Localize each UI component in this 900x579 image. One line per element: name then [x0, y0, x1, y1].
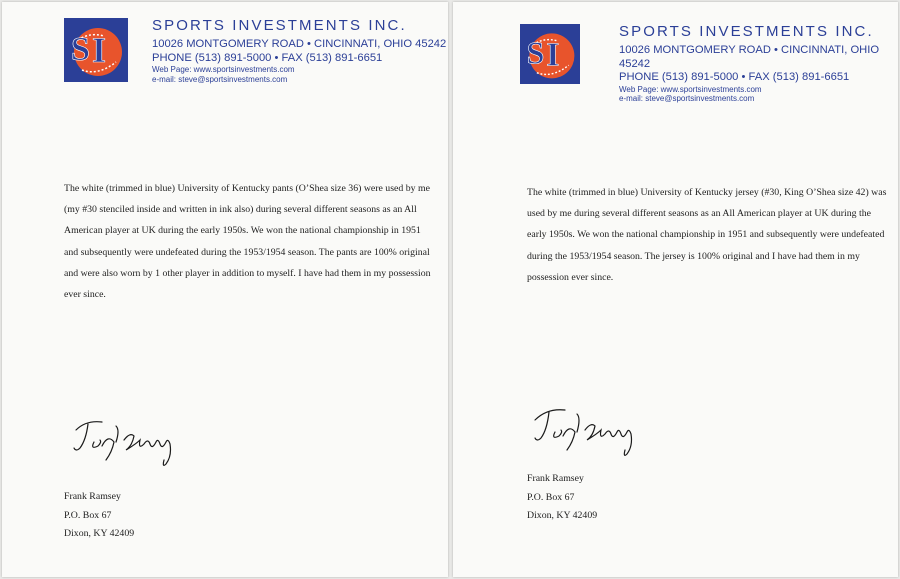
signer-name: Frank Ramsey	[64, 491, 121, 502]
sports-investments-logo-icon	[520, 24, 580, 84]
company-address: 10026 MONTGOMERY ROAD • CINCINNATI, OHIO 45242	[152, 38, 447, 50]
company-web: Web Page: www.sportsinvestments.com	[152, 65, 295, 74]
sports-investments-logo-icon	[64, 18, 128, 82]
letter-left	[2, 2, 448, 577]
signer-address-line2: Dixon, KY 42409	[527, 510, 598, 521]
company-name: SPORTS INVESTMENTS INC.	[619, 23, 874, 40]
letter-body: The white (trimmed in blue) University of Kentucky pants (O’Shea size 36) were used by me (my #30 stenciled inside and written in ink also) during several different seasons as an All American player at UK during the early 1950s. We won the national championship in 1951 and subsequently were undefeated during the 1953/1954 season. The pants are 100% original and were also worn by 1 other player in addition to myself. I have had them in my possession ever since.	[64, 183, 431, 301]
svg-text:I: I	[92, 30, 107, 70]
letter-right	[453, 2, 898, 577]
signer-name: Frank Ramsey	[527, 473, 584, 484]
company-address: 10026 MONTGOMERY ROAD • CINCINNATI, OHIO 45242	[619, 44, 880, 70]
handwritten-signature-icon	[68, 412, 190, 468]
signer-block	[64, 488, 134, 544]
letterhead	[152, 16, 446, 84]
svg-text:S: S	[71, 31, 90, 68]
company-name: SPORTS INVESTMENTS INC.	[152, 17, 407, 34]
signer-address-line1: P.O. Box 67	[527, 491, 575, 503]
svg-text:I: I	[546, 36, 560, 74]
letter-body: The white (trimmed in blue) University of Kentucky jersey (#30, King O’Shea size 42) was used by me during several different seasons as an All American player at UK during the early 1950s. We won the national championship in 1951 and subsequently were undefeated during the 1953/1954 season. The jersey is 100% original and I have had them in my possession ever since.	[527, 187, 887, 283]
svg-text:S: S	[526, 35, 545, 71]
letterhead	[619, 22, 898, 104]
company-phone: PHONE (513) 891-5000 • FAX (513) 891-6651	[152, 51, 383, 64]
signer-address-line2: Dixon, KY 42409	[64, 528, 135, 539]
handwritten-signature-icon	[527, 400, 655, 458]
company-email: e-mail: steve@sportsinvestments.com	[152, 74, 288, 84]
company-email: e-mail: steve@sportsinvestments.com	[619, 94, 755, 104]
signer-block	[527, 470, 597, 526]
company-web: Web Page: www.sportsinvestments.com	[619, 84, 762, 94]
signer-address-line1: P.O. Box 67	[64, 509, 112, 521]
company-phone: PHONE (513) 891-5000 • FAX (513) 891-6651	[619, 71, 850, 83]
